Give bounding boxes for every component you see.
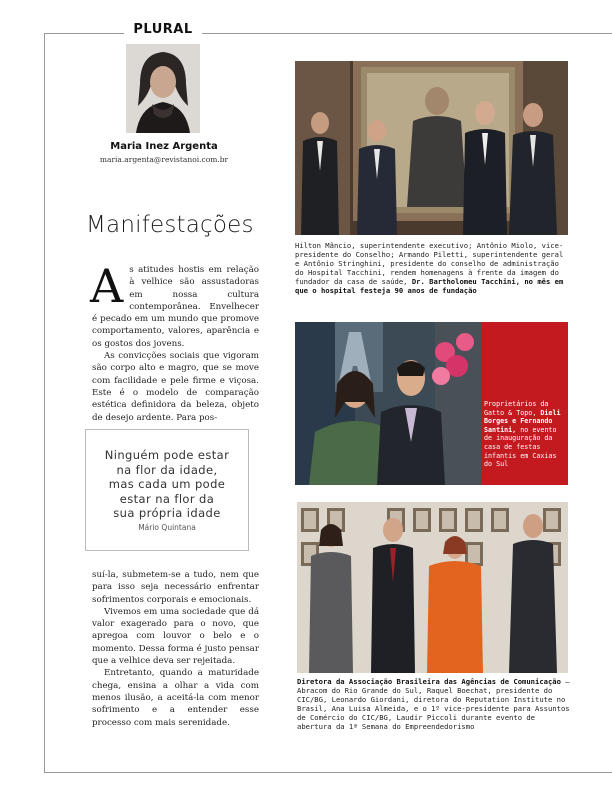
pull-quote-author: Mário Quintana bbox=[138, 522, 196, 532]
photo-caption-hospital: Hilton Mâncio, superintendente executivo; Antônio Miolo, vice-presidente do Conselho; Armando Piletti, superintendente geral e Antônio Stringhini, presidente do conselho de administração do Hospital Tacchini, rendem homenagens à frente da imagem do fundador da casa de saúde, Dr. Bartholomeu Tacchini, no mês em que o hospital festeja 90 anos de fundação bbox=[295, 241, 564, 296]
author-name: Maria Inez Argenta bbox=[110, 141, 218, 152]
article-paragraph: Vivemos em uma sociedade que dá valor exagerado para o novo, que apregoa com louvor o belo e o momento. Dessa forma é justo pensar que a velhice deva ser rejeitada. bbox=[92, 606, 259, 667]
pull-quote-box bbox=[85, 429, 249, 551]
photo-caption-entrepreneurship: Diretora da Associação Brasileira das Agências de Comunicação – Abracom do Rio Grande do Sul, Raquel Boechat, presidente do CIC/BG, Leonardo Giordani, diretora do Reputation Institute no Brasil, Ana Luisa Almeida, e o 1º vice-presidente para Assuntos de Comércio do CIC/BG, Laudir Piccoli durante evento de abertura da 1ª Semana do Empreendedorismo bbox=[297, 677, 570, 732]
article-column-top bbox=[90, 259, 259, 424]
pull-quote-text: Ninguém pode estar na flor da idade, mas cada um pode estar na flor da sua própria idade bbox=[104, 448, 230, 520]
section-label: PLURAL bbox=[124, 22, 202, 37]
author-photo bbox=[126, 44, 200, 133]
article-headline: Manifestações bbox=[86, 212, 254, 238]
author-email[interactable]: maria.argenta@revistanoi.com.br bbox=[99, 155, 229, 164]
article-paragraph: suí-la, submetem-se a tudo, nem que para isso seja necessário enfrentar sofrimentos corporais e emocionais. bbox=[92, 570, 259, 605]
article-paragraph: As atitudes hostis em relação à velhice são assustadoras em nossa cultura contemporânea. Envelhecer é pecado em um mundo que promove comportamento, valores, aparência e os gostos dos jovens. bbox=[90, 259, 259, 349]
article-paragraph: As convicções sociais que vigoram são corpo alto e magro, que se move com facilidade e pele firme e viçosa. Este é o modelo de comparação estética definidora da beleza, objeto de desejo ardente. Para pos- bbox=[92, 351, 259, 423]
photo-caption-couple: Proprietários da Gatto & Topo, Dieli Borges e Fernando Santini, no evento de inauguração da casa de festas infantis em Caxias do Sul bbox=[484, 400, 561, 469]
photo-hospital-homage bbox=[295, 61, 568, 235]
article-column-bottom bbox=[92, 569, 259, 729]
drop-cap: A bbox=[90, 259, 124, 313]
article-paragraph: Entretanto, quando a maturidade chega, ensina a olhar a vida com menos ilusão, a aceitá-la com menor sofrimento e a entender esse processo com mais serenidade. bbox=[92, 668, 259, 728]
photo-couple-event bbox=[295, 322, 481, 485]
photo-entrepreneurship-week bbox=[297, 502, 568, 673]
frame-bottom-rule bbox=[44, 772, 612, 773]
frame-left-rule bbox=[44, 33, 45, 773]
